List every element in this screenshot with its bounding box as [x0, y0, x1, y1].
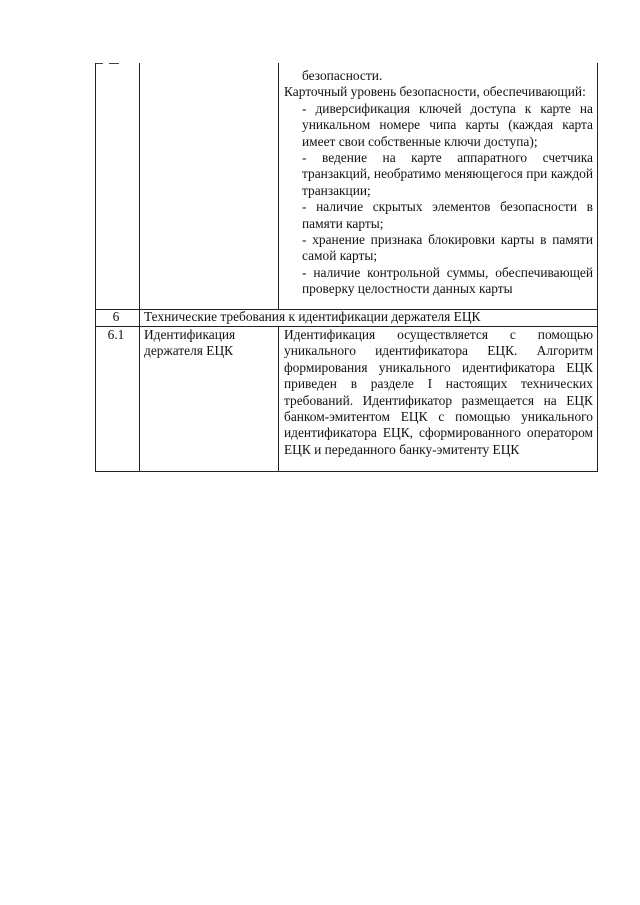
table-row: [95, 326, 598, 472]
continuation-line: безопасности.: [302, 68, 383, 83]
border: [278, 326, 279, 472]
border: [597, 326, 598, 472]
border: [95, 326, 96, 472]
item-name: Идентификация держателя ЕЦК: [144, 327, 236, 359]
continuation-cell: [284, 68, 593, 298]
border: [95, 471, 598, 472]
border: [597, 63, 598, 309]
bullet-item: - хранение признака блокировки карты в памяти самой карты;: [302, 232, 593, 264]
border: [139, 309, 140, 326]
border: [139, 326, 140, 472]
table-row-section: [95, 309, 598, 326]
border: [597, 309, 598, 326]
bullet-item: - наличие скрытых элементов безопасности в памяти карты;: [302, 199, 593, 231]
item-description: Идентификация осуществляется с помощью уникального идентификатора ЕЦК. Алгоритм формирования уникального идентификатора ЕЦК приведен в разделе I настоящих технических требований. Идентификатор размещается на ЕЦК банком-эмитентом ЕЦК с помощью уникального идентификатора ЕЦК, сформированного оператором ЕЦК и переданного банку-эмитенту ЕЦК: [284, 327, 593, 457]
continuation-line: Карточный уровень безопасности, обеспечивающий:: [284, 84, 586, 100]
border: [95, 63, 96, 309]
border: [139, 63, 140, 309]
table-row-continuation: [95, 63, 598, 309]
requirements-table: [95, 63, 598, 472]
bullet-item: - диверсификация ключей доступа к карте на уникальном номере чипа карты (каждая карта имеет свои собственные ключи доступа);: [302, 100, 593, 149]
bullet-item: - наличие контрольной суммы, обеспечивающей проверку целостности данных карты: [302, 264, 593, 297]
section-number: 6: [112, 309, 120, 324]
bullet-item: - ведение на карте аппаратного счетчика транзакций, необратимо меняющегося при каждой транзакции;: [302, 150, 593, 198]
item-number: 6.1: [107, 327, 125, 342]
border: [278, 63, 279, 309]
section-title: Технические требования к идентификации держателя ЕЦК: [144, 309, 481, 324]
